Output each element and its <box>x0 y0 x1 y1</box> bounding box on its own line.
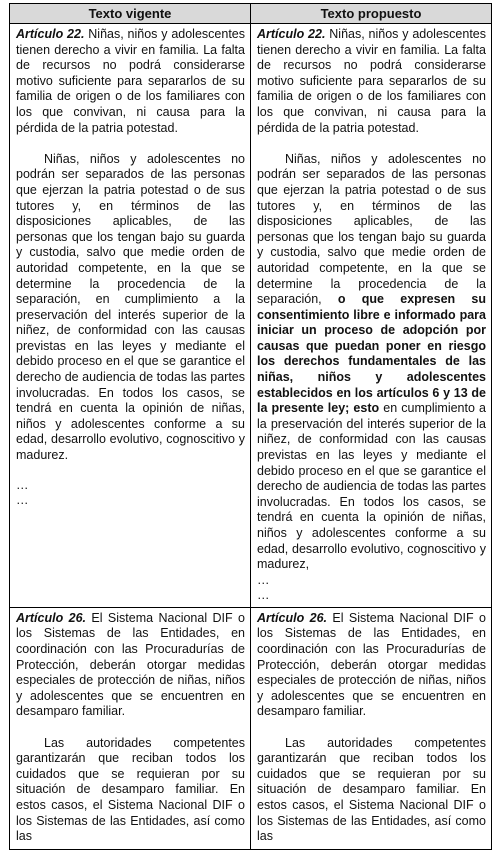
article-label: Artículo 26. <box>257 610 327 625</box>
ellipsis: … <box>257 572 270 587</box>
article-22-paragraph-2: Niñas, niños y adolescentes no podrán ser separados de las personas que ejerzan la patria potestad o de sus tutores y, en términos de las disposiciones aplicables, de las personas que los tengan bajo su guarda y custodia, salvo que medie orden de autoridad competente, en la que se determine la procedencia de la separación, en cumplimiento a la preservación del interés superior de la niñez, de conformidad con las causas previstas en las leyes y mediante el debido proceso en el que se garantice el derecho de audiencia de todas las partes involucradas. En todos los casos, se tendrá en cuenta la opinión de niñas, niños y adolescentes conforme a su edad, desarrollo evolutivo, cognoscitivo y madurez. <box>16 151 245 463</box>
comparison-table <box>9 3 492 850</box>
unchanged-text: Niñas, niños y adolescentes no podrán ser separados de las personas que ejerzan la patria potestad o de sus tutores y, en términos de las disposiciones aplicables, de las personas que los tengan bajo su guarda y custodia, salvo que medie orden de autoridad competente, en la que se determine la procedencia de la separación, <box>257 151 486 307</box>
table-row-article-26 <box>10 607 492 849</box>
article-label: Artículo 26. <box>16 610 86 625</box>
article-26-paragraph-2: Las autoridades competentes garantizarán que reciban todos los cuidados que se requieran por su situación de desamparo familiar. En estos casos, el Sistema Nacional DIF o los Sistemas de las Entidades, así como las <box>257 735 486 844</box>
cell-current-article-26 <box>10 607 251 849</box>
article-22-paragraph-2 <box>257 152 486 573</box>
table-row-article-22 <box>10 24 492 608</box>
cell-proposed-article-22 <box>251 24 492 608</box>
comparison-table-container <box>9 3 491 844</box>
article-label: Artículo 22. <box>16 27 85 41</box>
article-text: Niñas, niños y adolescentes tienen derecho a vivir en familia. La falta de recursos no podrá considerarse motivo suficiente para separarlos de su familia de origen o de los familiares con los que convivan, ni causa para la pérdida de la patria potestad. <box>257 27 486 135</box>
ellipsis: … <box>257 587 270 602</box>
article-22-paragraph-1 <box>257 27 486 136</box>
cell-current-article-22 <box>10 24 251 608</box>
ellipsis: … <box>16 477 29 492</box>
article-26-paragraph-1 <box>257 611 486 720</box>
omission-marks <box>16 478 245 508</box>
article-26-paragraph-2: Las autoridades competentes garantizarán que reciban todos los cuidados que se requieran por su situación de desamparo familiar. En estos casos, el Sistema Nacional DIF o los Sistemas de las Entidades, así como las <box>16 735 245 844</box>
article-text: El Sistema Nacional DIF o los Sistemas de las Entidades, en coordinación con las Procuradurías de Protección, deberán otorgar medidas especiales de protección de niñas, niños y adolescentes que se encuentren en desamparo familiar. <box>16 610 245 719</box>
cell-proposed-article-26 <box>251 607 492 849</box>
header-row <box>10 4 492 24</box>
article-text: El Sistema Nacional DIF o los Sistemas de las Entidades, en coordinación con las Procuradurías de Protección, deberán otorgar medidas especiales de protección de niñas, niños y adolescentes que se encuentren en desamparo familiar. <box>257 610 486 719</box>
article-text: Niñas, niños y adolescentes tienen derecho a vivir en familia. La falta de recursos no podrá considerarse motivo suficiente para separarlos de su familia de origen o de los familiares con los que convivan, ni causa para la pérdida de la patria potestad. <box>16 27 245 135</box>
header-current-text: Texto vigente <box>10 4 251 24</box>
header-proposed-text: Texto propuesto <box>251 4 492 24</box>
added-text: o que expresen su consentimiento libre e informado para iniciar un proceso de adopción por causas que puedan poner en riesgo los derechos fundamentales de las niñas, niños y adolescentes establecidos en los artículos 6 y 13 de la presente ley; esto <box>257 292 486 416</box>
article-22-paragraph-1 <box>16 27 245 136</box>
unchanged-text: en cumplimiento a la preservación del interés superior de la niñez, de conformidad con las causas previstas en las leyes y mediante el debido proceso en el que se garantice el derecho de audiencia de todas las partes involucradas. En todos los casos, se tendrá en cuenta la opinión de niñas, niños y adolescentes conforme a su edad, desarrollo evolutivo, cognoscitivo y madurez, <box>257 401 486 572</box>
article-26-paragraph-1 <box>16 611 245 720</box>
article-label: Artículo 22. <box>257 27 326 41</box>
ellipsis: … <box>16 492 29 507</box>
omission-marks <box>257 573 486 603</box>
